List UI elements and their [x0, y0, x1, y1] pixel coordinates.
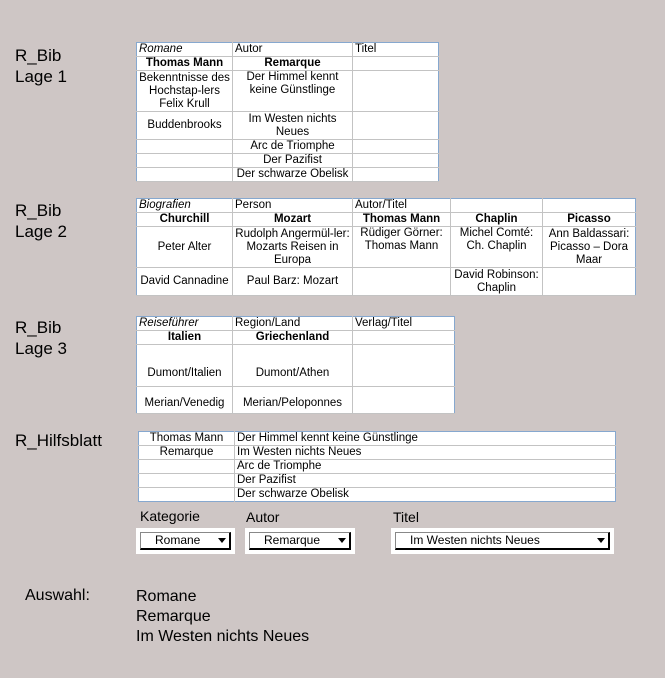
cell[interactable]	[353, 345, 455, 387]
section-label-helper	[15, 430, 102, 451]
sheet-position: Lage 3	[15, 339, 67, 358]
author-row	[137, 57, 439, 71]
cell[interactable]: Bekenntnisse des Hochstap-lers Felix Krull	[137, 71, 233, 112]
table-helper	[138, 431, 616, 502]
cell[interactable]	[353, 112, 439, 140]
category-dropdown-frame	[136, 528, 235, 554]
header-cell[interactable]: Titel	[353, 43, 439, 57]
category-dropdown[interactable]	[140, 532, 231, 550]
cell[interactable]: Im Westen nichts Neues	[235, 446, 616, 460]
cell[interactable]: Arc de Triomphe	[235, 460, 616, 474]
section-label-lage1	[15, 45, 67, 87]
table-row	[139, 446, 616, 460]
header-cell[interactable]: Autor/Titel	[353, 199, 451, 213]
person-cell[interactable]: Churchill	[137, 213, 233, 227]
cell[interactable]: Paul Barz: Mozart	[233, 268, 353, 296]
cell[interactable]	[353, 71, 439, 112]
region-cell[interactable]	[353, 331, 455, 345]
cell[interactable]: Der Pazifist	[235, 474, 616, 488]
cell[interactable]: Der Himmel kennt keine Günstlinge	[235, 432, 616, 446]
author-label: Autor	[246, 509, 280, 525]
sheet-name: R_Bib	[15, 201, 62, 220]
cell[interactable]: Ann Baldassari: Picasso – Dora Maar	[543, 227, 636, 268]
cell[interactable]	[353, 387, 455, 414]
cell[interactable]	[137, 140, 233, 154]
section-label-lage3	[15, 317, 67, 359]
selected-category: Romane	[136, 588, 197, 605]
cell[interactable]	[353, 140, 439, 154]
cell[interactable]	[543, 268, 636, 296]
chevron-down-icon[interactable]	[597, 538, 605, 543]
cell[interactable]: Dumont/Athen	[233, 345, 353, 387]
cell[interactable]: Dumont/Italien	[137, 345, 233, 387]
table-row	[139, 488, 616, 502]
table-header-row	[137, 199, 636, 213]
cell[interactable]: Im Westen nichts Neues	[233, 112, 353, 140]
region-cell[interactable]: Italien	[137, 331, 233, 345]
cell[interactable]	[353, 168, 439, 182]
table-row	[137, 112, 439, 140]
cell[interactable]: Der schwarze Obelisk	[233, 168, 353, 182]
sheet-position: Lage 1	[15, 67, 67, 86]
header-cell[interactable]	[543, 199, 636, 213]
cell[interactable]: Thomas Mann	[139, 432, 235, 446]
selection-label: Auswahl:	[25, 587, 90, 604]
cell[interactable]: Remarque	[139, 446, 235, 460]
cell[interactable]	[353, 268, 451, 296]
sheet-name: R_Bib	[15, 318, 62, 337]
table-header-row	[137, 43, 439, 57]
author-dropdown-frame	[245, 528, 355, 554]
category-label: Kategorie	[140, 508, 200, 524]
sheet-position: Lage 2	[15, 222, 67, 241]
table-row	[137, 345, 455, 387]
cell[interactable]	[137, 154, 233, 168]
chevron-down-icon[interactable]	[338, 538, 346, 543]
table-row	[137, 387, 455, 414]
table-biographies	[136, 198, 636, 296]
author-cell[interactable]	[353, 57, 439, 71]
person-cell[interactable]: Picasso	[543, 213, 636, 227]
cell[interactable]: Der Pazifist	[233, 154, 353, 168]
sheet-name: R_Bib	[15, 46, 62, 65]
cell[interactable]	[139, 488, 235, 502]
table-row	[137, 168, 439, 182]
table-header-row	[137, 317, 455, 331]
table-novels	[136, 42, 439, 182]
table-travel-guides	[136, 316, 455, 414]
cell[interactable]: Merian/Venedig	[137, 387, 233, 414]
person-cell[interactable]: Mozart	[233, 213, 353, 227]
header-cell[interactable]: Autor	[233, 43, 353, 57]
title-label: Titel	[393, 509, 419, 525]
person-cell[interactable]: Thomas Mann	[353, 213, 451, 227]
author-dropdown-value: Remarque	[264, 533, 321, 547]
chevron-down-icon[interactable]	[218, 538, 226, 543]
selected-title: Im Westen nichts Neues	[136, 628, 310, 645]
selection-values	[136, 587, 309, 647]
sheet-name: R_Hilfsblatt	[15, 431, 102, 450]
cell[interactable]: Rüdiger Görner: Thomas Mann	[353, 227, 451, 268]
table-row	[137, 71, 439, 112]
cell[interactable]	[139, 460, 235, 474]
author-cell[interactable]: Thomas Mann	[137, 57, 233, 71]
header-cell[interactable]: Person	[233, 199, 353, 213]
header-cell[interactable]: Verlag/Titel	[353, 317, 455, 331]
table-row	[139, 474, 616, 488]
cell[interactable]: Peter Alter	[137, 227, 233, 268]
table-row	[137, 140, 439, 154]
cell[interactable]: Der Himmel kennt keine Günstlinge	[233, 71, 353, 112]
cell[interactable]: Der schwarze Obelisk	[235, 488, 616, 502]
section-label-lage2	[15, 200, 67, 242]
person-cell[interactable]: Chaplin	[451, 213, 543, 227]
header-cell[interactable]: Romane	[137, 43, 233, 57]
header-cell[interactable]: Biografien	[137, 199, 233, 213]
person-row	[137, 213, 636, 227]
cell[interactable]: Rudolph Angermül-ler: Mozarts Reisen in Europa	[233, 227, 353, 268]
title-dropdown[interactable]	[395, 532, 610, 550]
title-dropdown-frame	[391, 528, 614, 554]
selected-author: Remarque	[136, 608, 211, 625]
region-cell[interactable]: Griechenland	[233, 331, 353, 345]
table-row	[139, 460, 616, 474]
cell[interactable]: Buddenbrooks	[137, 112, 233, 140]
table-row	[137, 227, 636, 268]
table-row	[139, 432, 616, 446]
cell[interactable]: Merian/Peloponnes	[233, 387, 353, 414]
cell[interactable]	[137, 168, 233, 182]
cell[interactable]: Michel Comté: Ch. Chaplin	[451, 227, 543, 268]
cell[interactable]: David Robinson: Chaplin	[451, 268, 543, 296]
title-dropdown-value: Im Westen nichts Neues	[410, 533, 540, 547]
header-cell[interactable]: Region/Land	[233, 317, 353, 331]
category-dropdown-value: Romane	[155, 533, 201, 547]
author-cell[interactable]: Remarque	[233, 57, 353, 71]
region-row	[137, 331, 455, 345]
cell[interactable]: Arc de Triomphe	[233, 140, 353, 154]
header-cell[interactable]: Reiseführer	[137, 317, 233, 331]
table-row	[137, 268, 636, 296]
author-dropdown[interactable]	[249, 532, 351, 550]
cell[interactable]	[139, 474, 235, 488]
table-row	[137, 154, 439, 168]
header-cell[interactable]	[451, 199, 543, 213]
cell[interactable]	[353, 154, 439, 168]
cell[interactable]: David Cannadine	[137, 268, 233, 296]
